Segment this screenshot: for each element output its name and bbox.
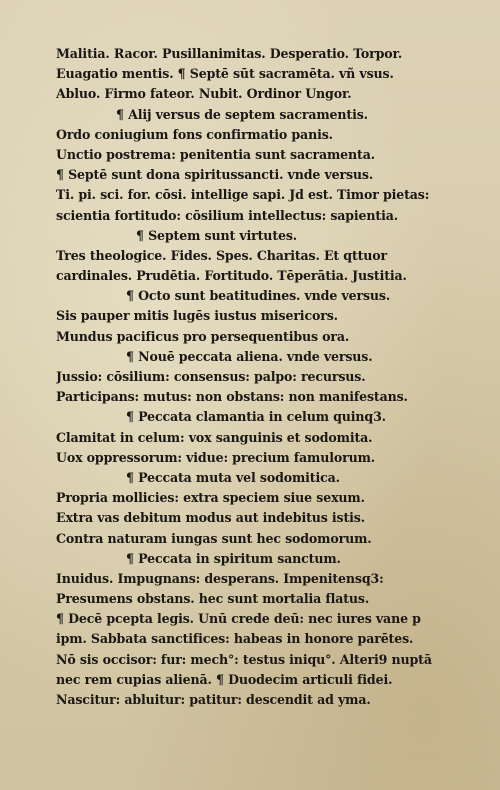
text-line: Nō sis occisor: fur: mech°: testus iniqu°. Alteri9 nuptā (56, 651, 432, 667)
text-line: ¶ Decē pcepta legis. Unū crede deū: nec iures vane p (56, 611, 421, 627)
section-heading: ¶ Septem sunt virtutes. (136, 227, 298, 243)
text-line: Contra naturam iungas sunt hec sodomorum. (56, 530, 372, 546)
text-line: scientia fortitudo: cōsilium intellectus: sapientia. (56, 207, 398, 223)
section-heading: ¶ Peccata in spiritum sanctum. (126, 550, 341, 566)
section-heading: ¶ Nouē peccata aliena. vnde versus. (126, 348, 373, 364)
text-line: Nascitur: abluitur: patitur: descendit ad yma. (56, 692, 371, 707)
section-heading: ¶ Octo sunt beatitudines. vnde versus. (126, 288, 391, 304)
text-line: cardinales. Prudētia. Fortitudo. Tēperātia. Justitia. (56, 268, 407, 284)
page-text-block (56, 44, 476, 710)
text-line: Inuidus. Impugnans: desperans. Impenitensq3: (56, 570, 384, 586)
text-line: Uox oppressorum: vidue: precium famulorum. (56, 449, 375, 465)
text-line: Participans: mutus: non obstans: non manifestans. (56, 389, 408, 405)
text-line: ipm. Sabbata sanctifices: habeas in honore parētes. (56, 631, 414, 647)
text-line: Sis pauper mitis lugēs iustus misericors. (56, 308, 338, 324)
text-line: Tres theologice. Fides. Spes. Charitas. Et qttuor (56, 247, 388, 263)
section-heading: ¶ Peccata muta vel sodomitica. (126, 469, 340, 485)
text-line: Jussio: cōsilium: consensus: palpo: recursus. (56, 369, 366, 384)
text-line: Unctio postrema: penitentia sunt sacramenta. (56, 146, 375, 162)
text-line: Ti. pi. sci. for. cōsi. intellige sapi. Jd est. Timor pietas: (56, 187, 430, 203)
text-line: Presumens obstans. hec sunt mortalia flatus. (56, 591, 370, 607)
section-heading: ¶ Alij versus de septem sacramentis. (116, 106, 368, 122)
text-line: ¶ Septē sunt dona spiritussancti. vnde versus. (56, 167, 374, 183)
text-line: Mundus pacificus pro persequentibus ora. (56, 328, 350, 344)
section-heading: ¶ Peccata clamantia in celum quinq3. (126, 409, 386, 425)
text-line: Propria mollicies: extra speciem siue sexum. (56, 490, 365, 506)
text-line: nec rem cupias alienā. ¶ Duodecim articuli fidei. (56, 671, 393, 687)
text-line: Malitia. Racor. Pusillanimitas. Desperatio. Torpor. (56, 46, 403, 61)
text-line: Clamitat in celum: vox sanguinis et sodomita. (56, 429, 373, 445)
text-line: Ordo coniugium fons confirmatio panis. (56, 126, 333, 142)
text-line: Euagatio mentis. ¶ Septē sūt sacramēta. vñ vsus. (56, 66, 394, 82)
text-line: Abluo. Firmo fateor. Nubit. Ordinor Ungor. (56, 86, 352, 102)
text-line: Extra vas debitum modus aut indebitus istis. (56, 510, 365, 526)
